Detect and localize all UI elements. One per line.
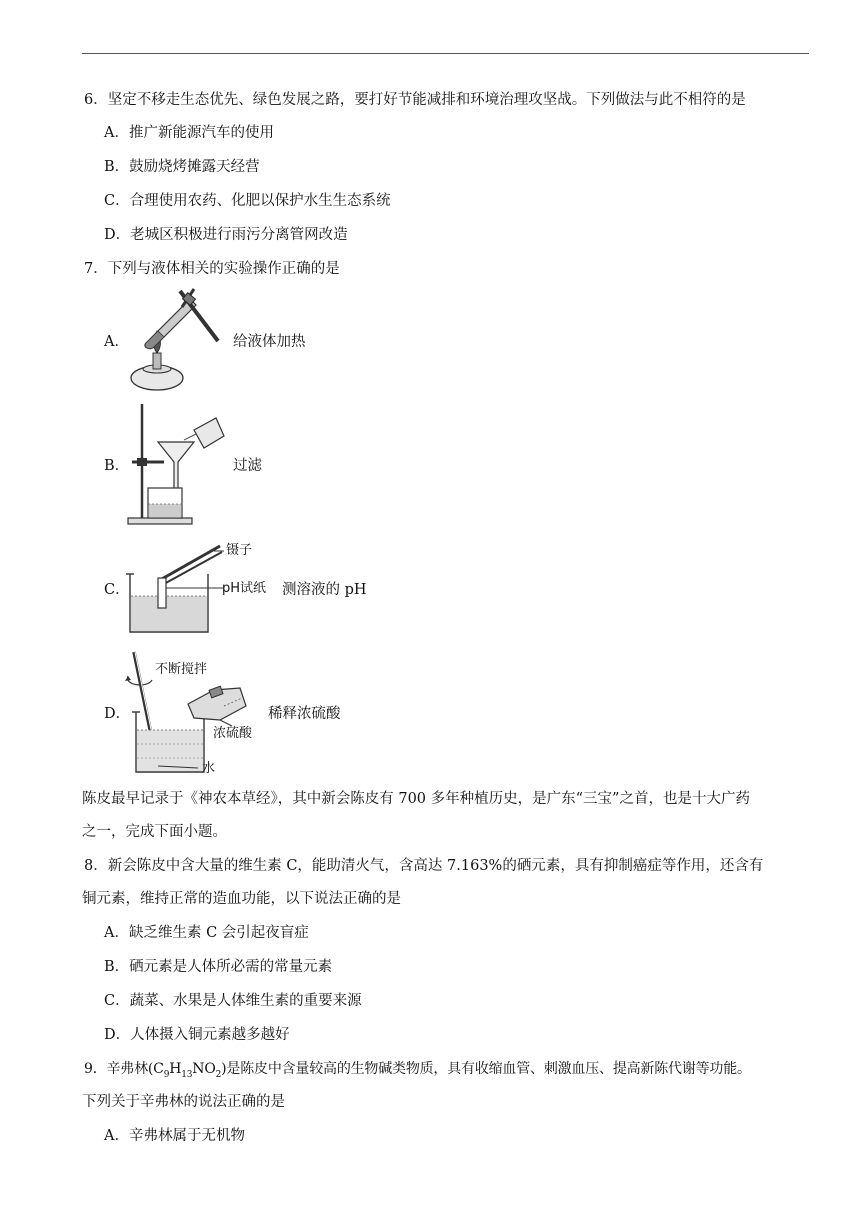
water-label: 水 <box>202 761 216 776</box>
q6-option-b: B．鼓励烧烤摊露天经营 <box>104 159 260 175</box>
q7-option-c-caption: 测溶液的 pH <box>282 582 367 598</box>
q7-stem: 7．下列与液体相关的实验操作正确的是 <box>84 261 340 277</box>
tweezers-label: 镊子 <box>226 543 253 558</box>
q8-option-b: B．硒元素是人体所必需的常量元素 <box>104 959 333 975</box>
q7-option-b-letter: B． <box>104 458 130 474</box>
stir-label: 不断搅拌 <box>155 662 208 677</box>
header-rule <box>82 53 809 54</box>
q8-option-d: D．人体摄入铜元素越多越好 <box>104 1027 290 1043</box>
q6-option-a: A．推广新能源汽车的使用 <box>104 125 274 141</box>
q9-stem-line-1: 9．辛弗林$(C_9H_{13}NO_2)$是陈皮中含量较高的生物碱类物质，具有收缩血管、刺激血压、提高新陈代谢等功能。 <box>84 1061 751 1080</box>
q7-option-a-caption: 给液体加热 <box>233 334 306 350</box>
passage-line-2: 之一，完成下面小题。 <box>82 824 227 840</box>
filtration-illustration <box>124 400 229 528</box>
q6-stem: 6．坚定不移走生态优先、绿色发展之路，要打好节能减排和环境治理攻坚战。下列做法与此不相符的是 <box>84 92 746 108</box>
q7-option-a-letter: A． <box>104 334 129 350</box>
q6-option-d: D．老城区积极进行雨污分离管网改造 <box>104 227 348 243</box>
q7-option-d-caption: 稀释浓硫酸 <box>268 706 341 722</box>
q8-option-c: C．蔬菜、水果是人体维生素的重要来源 <box>104 993 362 1009</box>
q8-stem-line-2: 铜元素，维持正常的造血功能，以下说法正确的是 <box>82 891 401 907</box>
q8-option-a: A．缺乏维生素 C 会引起夜盲症 <box>104 925 309 941</box>
passage-line-1: 陈皮最早记录于《神农本草经》，其中新会陈皮有 700 多年种植历史，是广东“三宝”之首，也是十大广药 <box>82 791 750 807</box>
ph-paper-label: pH试纸 <box>222 581 267 596</box>
q7-option-d-letter: D． <box>104 706 131 722</box>
q7-option-b-caption: 过滤 <box>233 458 262 474</box>
q7-option-c-letter: C． <box>104 582 130 598</box>
q9-stem-line-2: 下列关于辛弗林的说法正确的是 <box>82 1094 285 1110</box>
q6-option-c: C．合理使用农药、化肥以保护水生生态系统 <box>104 193 391 209</box>
heating-liquid-illustration <box>124 285 224 397</box>
q8-stem-line-1: 8．新会陈皮中含大量的维生素 C，能助清火气，含高达 7.163%的硒元素，具有抑制癌症等作用，还含有 <box>84 858 764 874</box>
conc-acid-label: 浓硫酸 <box>213 726 253 741</box>
ph-test-illustration <box>124 540 224 636</box>
q9-option-a: A．辛弗林属于无机物 <box>104 1128 245 1144</box>
